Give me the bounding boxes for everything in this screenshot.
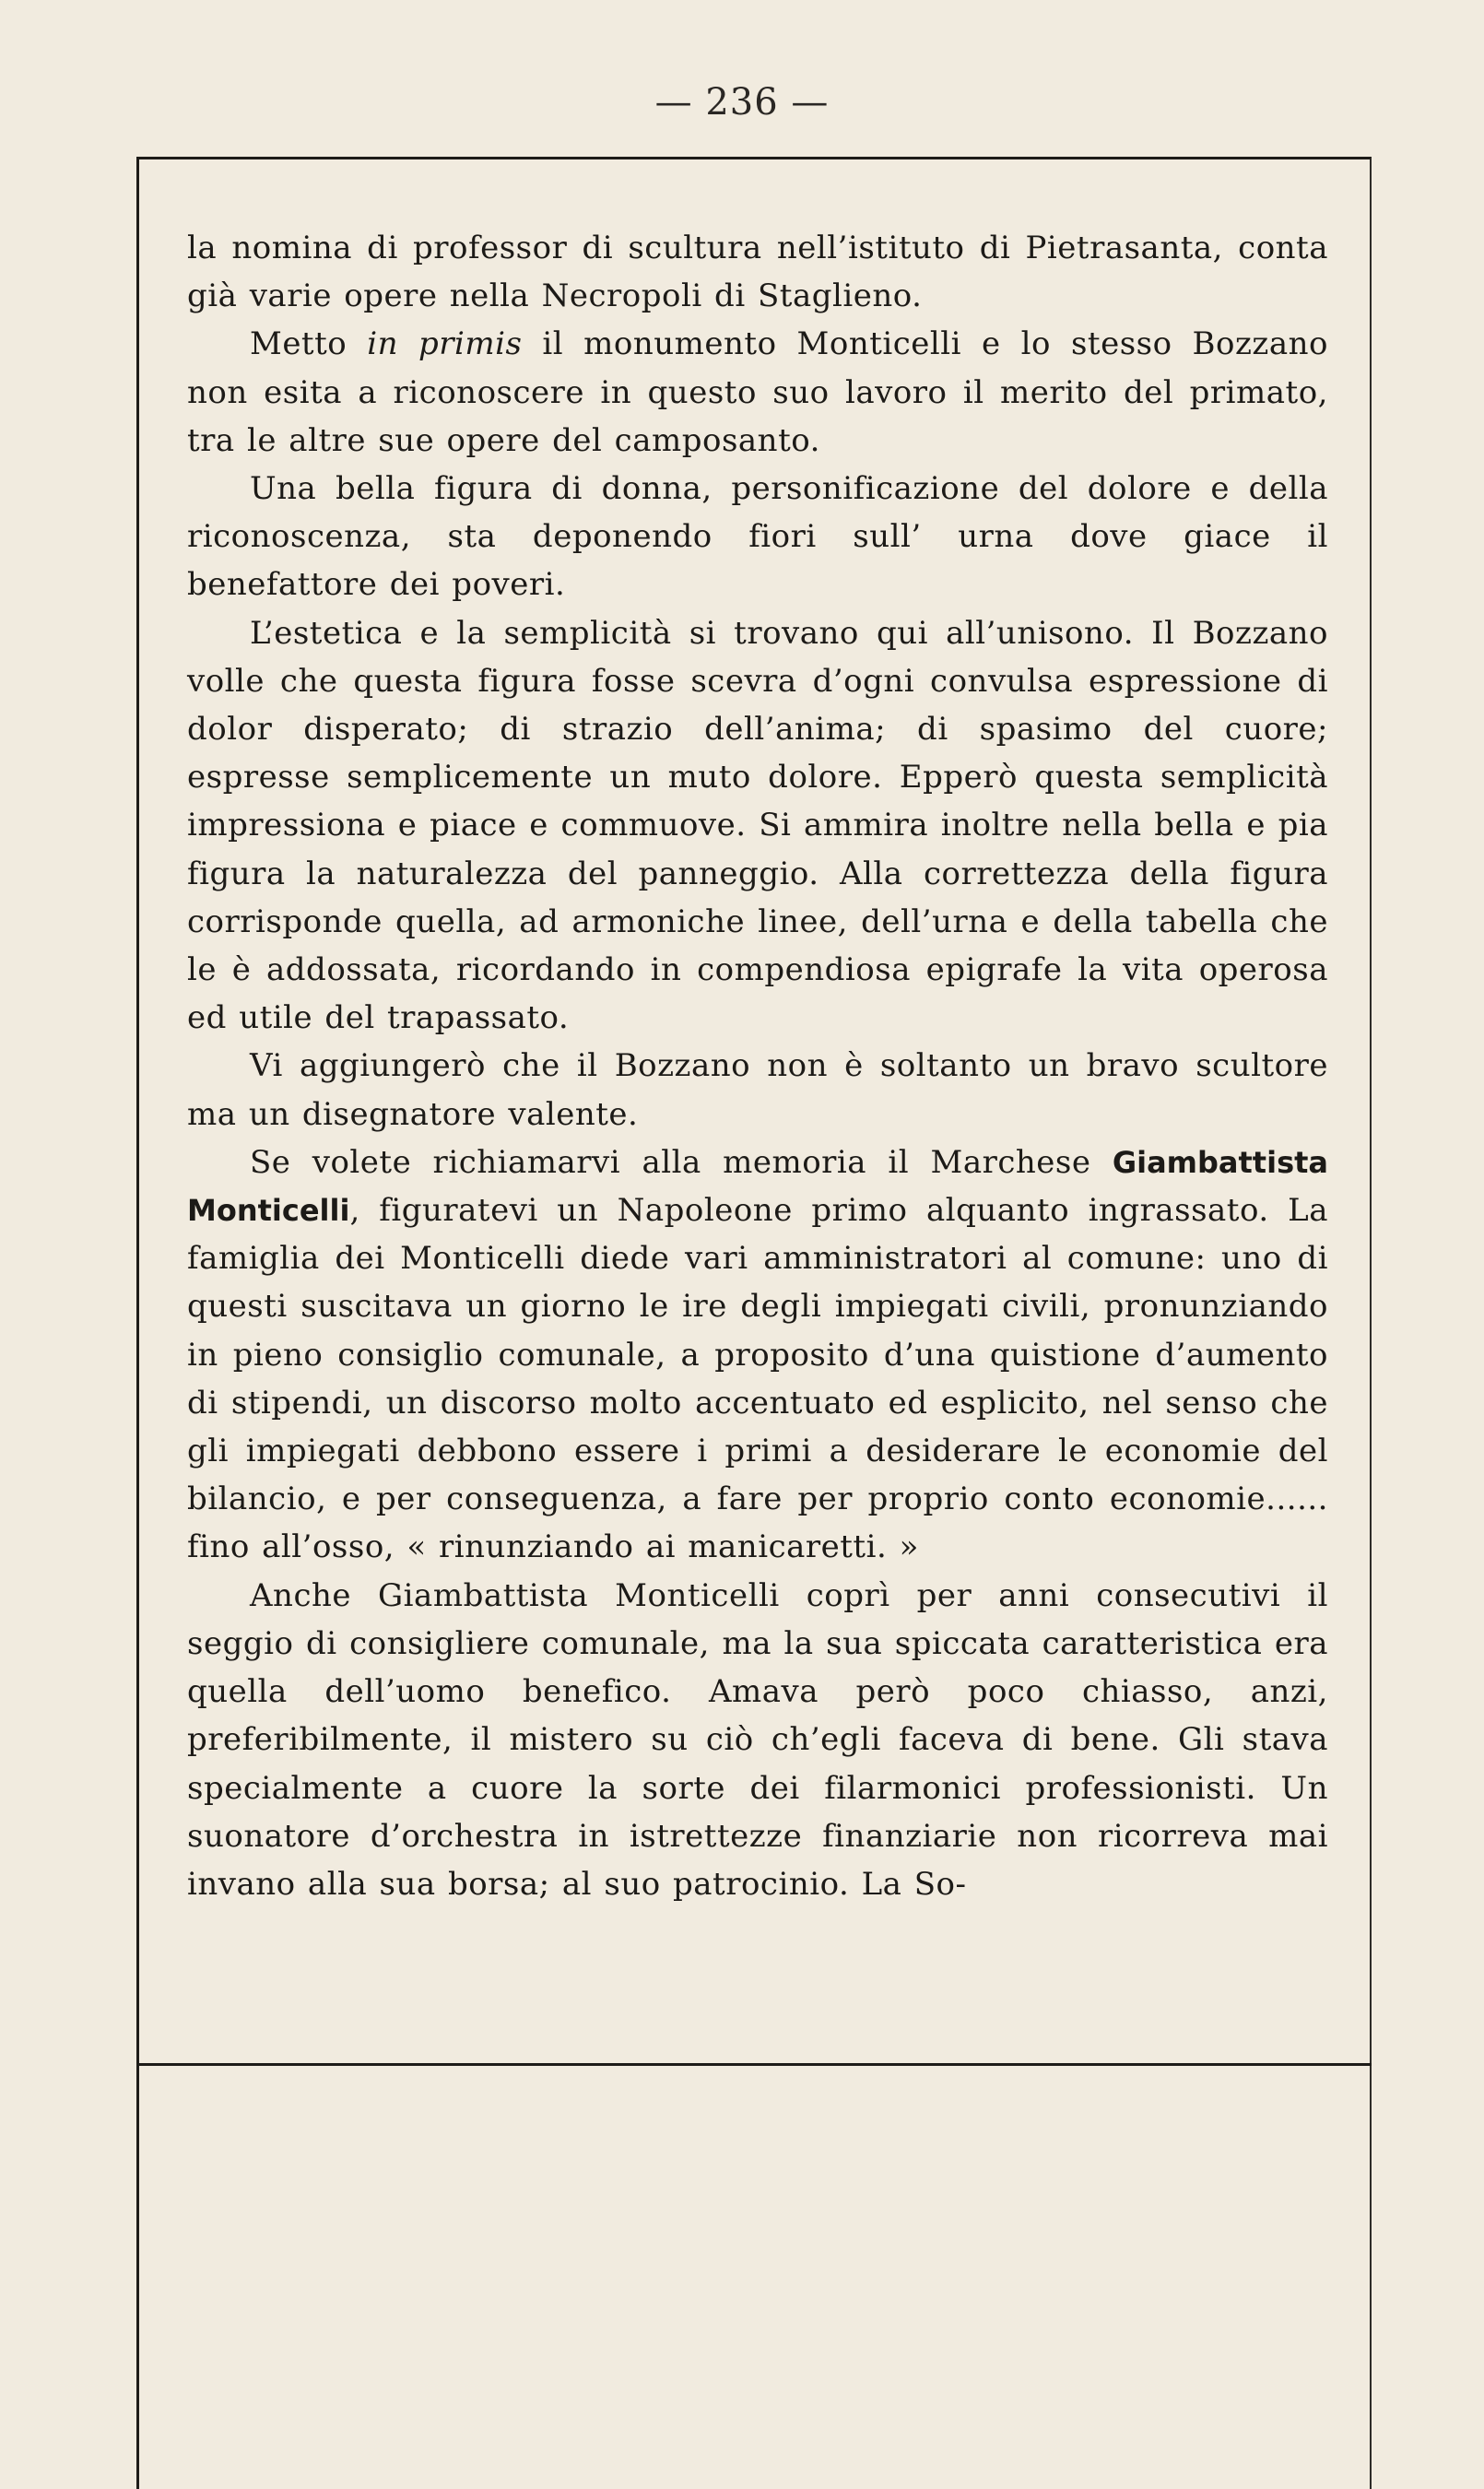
- paragraph-6: [187, 1138, 1328, 1572]
- text-segment: Se volete richiamarvi alla memoria il Marchese: [250, 1143, 1113, 1181]
- text-segment: Vi aggiungerò che il Bozzano non è soltanto un bravo scultore ma un disegnatore valente.: [187, 1047, 1328, 1133]
- bold-person-name: Giambattista Monticelli: [187, 1144, 1328, 1229]
- text-segment: L’estetica e la semplicità si trovano qui all’unisono. Il Bozzano volle che questa figura fosse scevra d’ogni convulsa espressione di dolor disperato; di strazio dell’anima; di spasimo del cuore; espresse semplicemente un muto dolore. Epperò questa semplicità impressiona e piace e commuove. Si ammira inoltre nella bella e pia figura la naturalezza del panneggio. Alla correttezza della figura corrisponde quella, ad armoniche linee, dell’urna e della tabella che le è addossata, ricordando in compendiosa epigrafe la vita operosa ed utile del trapassato.: [187, 614, 1328, 1037]
- body-text: [187, 224, 1328, 1908]
- frame-bottom-rule: [136, 2063, 1372, 2066]
- text-segment: il monumento Monticelli e lo stesso Bozzano non esita a riconoscere in questo suo lavoro il merito del primato, tra le altre sue opere del camposanto.: [187, 325, 1328, 459]
- paragraph-2: [187, 320, 1328, 465]
- paragraph-3: [187, 465, 1328, 609]
- text-segment: Metto: [250, 325, 368, 363]
- paragraph-7: [187, 1572, 1328, 1908]
- paragraph-5: [187, 1042, 1328, 1138]
- page-number: — 236 —: [654, 81, 830, 124]
- text-segment: la nomina di professor di scultura nell’istituto di Pietrasanta, conta già varie opere nella Necropoli di Staglieno.: [187, 230, 1328, 315]
- italic-phrase: in primis: [367, 325, 523, 363]
- paragraph-1: [187, 224, 1328, 320]
- paragraph-4: [187, 609, 1328, 1043]
- text-segment: Una bella figura di donna, personificazione del dolore e della riconoscenza, sta deponendo fiori sull’ urna dove giace il benefattore dei poveri.: [187, 470, 1328, 604]
- text-segment: , figuratevi un Napoleone primo alquanto ingrassato. La famiglia dei Monticelli diede vari amministratori al comune: uno di questi suscitava un giorno le ire degli impiegati civili, pronunziando in pieno consiglio comunale, a proposito d’una quistione d’aumento di stipendi, un discorso molto accentuato ed esplicito, nel senso che gli impiegati debbono essere i primi a desiderare le economie del bilancio, e per conseguenza, a fare per proprio conto economie...... fino all’osso, « rinunziando ai manicaretti. »: [187, 1192, 1328, 1566]
- text-segment: Anche Giambattista Monticelli coprì per anni consecutivi il seggio di consigliere comunale, ma la sua spiccata caratteristica era quella dell’uomo benefico. Amava però poco chiasso, anzi, preferibilmente, il mistero su ciò ch’egli faceva di bene. Gli stava specialmente a cuore la sorte dei filarmonici professionisti. Un suonatore d’orchestra in istrettezze finanziarie non ricorreva mai invano alla sua borsa; al suo patrocinio. La So-: [187, 1576, 1328, 1903]
